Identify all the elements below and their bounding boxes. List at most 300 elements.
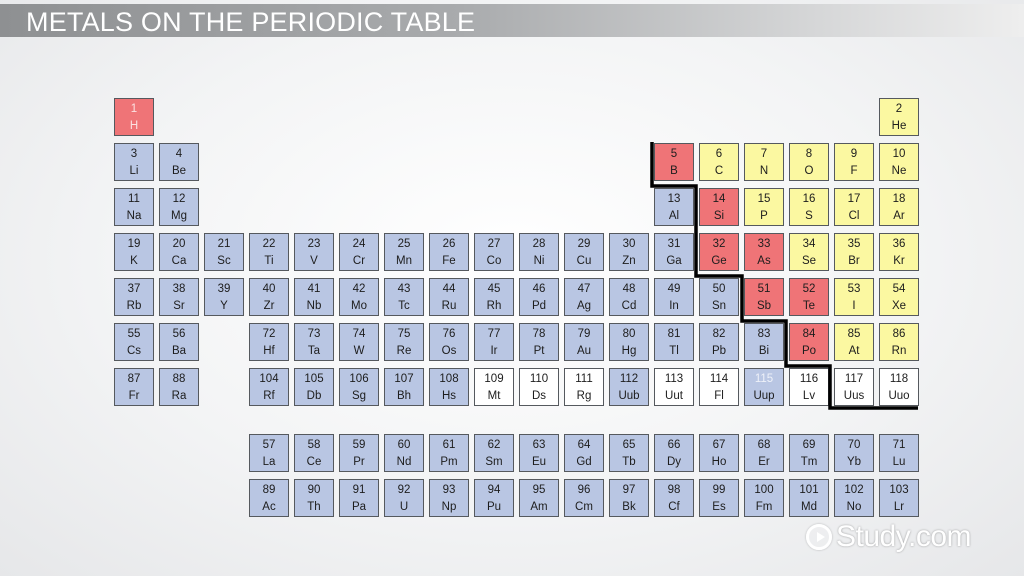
atomic-number: 88 [172, 373, 186, 385]
element-cell-br [834, 233, 874, 271]
element-symbol: F [850, 165, 858, 177]
element-symbol: Ni [533, 255, 545, 267]
atomic-number: 34 [802, 238, 816, 250]
element-symbol: I [852, 300, 856, 312]
atomic-number: 22 [262, 238, 276, 250]
atomic-number: 107 [394, 373, 414, 385]
element-symbol: Mg [171, 210, 187, 222]
element-symbol: Bh [396, 390, 412, 402]
atomic-number: 53 [847, 283, 861, 295]
atomic-number: 113 [664, 373, 684, 385]
atomic-number: 96 [577, 484, 591, 496]
element-symbol: Dy [666, 456, 682, 468]
element-symbol: La [262, 456, 276, 468]
atomic-number: 4 [175, 148, 183, 160]
element-symbol: Cs [126, 345, 142, 357]
element-symbol: Mo [351, 300, 367, 312]
element-cell-cd [609, 278, 649, 316]
element-symbol: V [310, 255, 318, 267]
element-symbol: No [846, 501, 862, 513]
element-cell-dy [654, 434, 694, 472]
atomic-number: 28 [532, 238, 546, 250]
atomic-number: 54 [892, 283, 906, 295]
element-symbol: Cl [848, 210, 860, 222]
element-symbol: Tl [669, 345, 679, 357]
atomic-number: 109 [484, 373, 504, 385]
play-circle-icon [806, 524, 832, 550]
element-symbol: Hg [621, 345, 637, 357]
element-cell-tm [789, 434, 829, 472]
element-symbol: He [891, 120, 907, 132]
element-cell-uut [654, 368, 694, 406]
element-symbol: Uus [843, 390, 865, 402]
atomic-number: 29 [577, 238, 591, 250]
atomic-number: 20 [172, 238, 186, 250]
element-cell-lr [879, 479, 919, 517]
element-cell-cf [654, 479, 694, 517]
atomic-number: 72 [262, 328, 276, 340]
element-symbol: Br [848, 255, 860, 267]
atomic-number: 77 [487, 328, 501, 340]
element-cell-b [654, 143, 694, 181]
element-cell-ir [474, 323, 514, 361]
element-cell-pb [699, 323, 739, 361]
atomic-number: 12 [172, 193, 186, 205]
element-symbol: Pt [533, 345, 545, 357]
atomic-number: 97 [622, 484, 636, 496]
element-symbol: Te [802, 300, 816, 312]
element-symbol: Ru [441, 300, 457, 312]
element-cell-te [789, 278, 829, 316]
atomic-number: 61 [442, 439, 456, 451]
atomic-number: 63 [532, 439, 546, 451]
element-symbol: Fr [128, 390, 140, 402]
atomic-number: 16 [802, 193, 816, 205]
element-symbol: Mn [396, 255, 412, 267]
element-symbol: Cr [352, 255, 366, 267]
atomic-number: 10 [892, 148, 906, 160]
element-symbol: Si [713, 210, 725, 222]
element-cell-mo [339, 278, 379, 316]
element-cell-sb [744, 278, 784, 316]
atomic-number: 105 [304, 373, 324, 385]
element-cell-kr [879, 233, 919, 271]
atomic-number: 85 [847, 328, 861, 340]
element-symbol: In [669, 300, 679, 312]
element-symbol: Tm [800, 456, 818, 468]
atomic-number: 114 [709, 373, 729, 385]
atomic-number: 21 [217, 238, 231, 250]
element-symbol: Lu [892, 456, 906, 468]
element-symbol: Ir [490, 345, 498, 357]
atomic-number: 48 [622, 283, 636, 295]
atomic-number: 35 [847, 238, 861, 250]
atomic-number: 60 [397, 439, 411, 451]
atomic-number: 14 [712, 193, 726, 205]
element-cell-fl [699, 368, 739, 406]
atomic-number: 81 [667, 328, 681, 340]
atomic-number: 76 [442, 328, 456, 340]
element-cell-ac [249, 479, 289, 517]
atomic-number: 86 [892, 328, 906, 340]
element-symbol: Ra [171, 390, 187, 402]
atomic-number: 102 [844, 484, 864, 496]
element-cell-p [744, 188, 784, 226]
element-cell-md [789, 479, 829, 517]
atomic-number: 24 [352, 238, 366, 250]
atomic-number: 75 [397, 328, 411, 340]
element-cell-ba [159, 323, 199, 361]
element-symbol: Ar [893, 210, 905, 222]
atomic-number: 39 [217, 283, 231, 295]
element-symbol: Sg [351, 390, 367, 402]
element-cell-au [564, 323, 604, 361]
element-cell-ra [159, 368, 199, 406]
element-symbol: Yb [846, 456, 862, 468]
element-symbol: Gd [576, 456, 592, 468]
atomic-number: 89 [262, 484, 276, 496]
element-symbol: Sb [756, 300, 772, 312]
element-symbol: Rn [891, 345, 907, 357]
element-symbol: Ce [306, 456, 322, 468]
atomic-number: 50 [712, 283, 726, 295]
element-symbol: Kr [893, 255, 905, 267]
element-cell-rf [249, 368, 289, 406]
element-symbol: Pd [531, 300, 547, 312]
element-cell-re [384, 323, 424, 361]
element-symbol: Uuo [888, 390, 910, 402]
atomic-number: 73 [307, 328, 321, 340]
element-cell-mn [384, 233, 424, 271]
element-symbol: Rf [263, 390, 275, 402]
element-cell-as [744, 233, 784, 271]
element-cell-sm [474, 434, 514, 472]
atomic-number: 9 [850, 148, 858, 160]
element-symbol: Se [801, 255, 817, 267]
atomic-number: 74 [352, 328, 366, 340]
element-cell-sn [699, 278, 739, 316]
atomic-number: 45 [487, 283, 501, 295]
element-symbol: Er [758, 456, 770, 468]
element-cell-th [294, 479, 334, 517]
page-title: METALS ON THE PERIODIC TABLE [26, 7, 476, 37]
atomic-number: 44 [442, 283, 456, 295]
atomic-number: 90 [307, 484, 321, 496]
element-symbol: Ne [891, 165, 907, 177]
element-cell-pm [429, 434, 469, 472]
atomic-number: 17 [847, 193, 861, 205]
element-symbol: Pr [353, 456, 365, 468]
element-cell-ho [699, 434, 739, 472]
element-cell-cl [834, 188, 874, 226]
atomic-number: 106 [349, 373, 369, 385]
atomic-number: 66 [667, 439, 681, 451]
element-symbol: Po [801, 345, 817, 357]
element-symbol: O [804, 165, 814, 177]
atomic-number: 59 [352, 439, 366, 451]
atomic-number: 11 [128, 193, 140, 205]
element-cell-cs [114, 323, 154, 361]
element-symbol: Nd [396, 456, 412, 468]
element-symbol: Sn [711, 300, 727, 312]
atomic-number: 23 [307, 238, 321, 250]
element-cell-be [159, 143, 199, 181]
element-cell-rb [114, 278, 154, 316]
element-symbol: Lr [893, 501, 905, 513]
element-cell-ni [519, 233, 559, 271]
element-cell-db [294, 368, 334, 406]
atomic-number: 101 [799, 484, 819, 496]
atomic-number: 117 [844, 373, 864, 385]
element-symbol: Ge [711, 255, 727, 267]
element-symbol: Ti [264, 255, 274, 267]
atomic-number: 98 [667, 484, 681, 496]
element-symbol: Tb [622, 456, 636, 468]
element-symbol: W [353, 345, 365, 357]
atomic-number: 6 [715, 148, 723, 160]
element-cell-rn [879, 323, 919, 361]
element-cell-rg [564, 368, 604, 406]
atomic-number: 46 [532, 283, 546, 295]
atomic-number: 115 [754, 373, 774, 385]
element-symbol: Cm [575, 501, 593, 513]
logo-text: Study.com [836, 520, 971, 553]
element-symbol: Fl [714, 390, 724, 402]
element-symbol: Os [441, 345, 457, 357]
element-cell-al [654, 188, 694, 226]
atomic-number: 13 [667, 193, 681, 205]
element-cell-nb [294, 278, 334, 316]
element-cell-fr [114, 368, 154, 406]
atomic-number: 68 [757, 439, 771, 451]
element-cell-w [339, 323, 379, 361]
element-cell-nd [384, 434, 424, 472]
atomic-number: 94 [487, 484, 501, 496]
element-cell-he [879, 98, 919, 136]
element-cell-po [789, 323, 829, 361]
element-cell-gd [564, 434, 604, 472]
element-cell-ag [564, 278, 604, 316]
element-cell-ta [294, 323, 334, 361]
element-cell-uus [834, 368, 874, 406]
element-cell-hf [249, 323, 289, 361]
element-cell-rh [474, 278, 514, 316]
element-cell-y [204, 278, 244, 316]
element-cell-er [744, 434, 784, 472]
atomic-number: 8 [805, 148, 813, 160]
atomic-number: 84 [802, 328, 816, 340]
element-symbol: Hf [263, 345, 275, 357]
element-symbol: S [805, 210, 813, 222]
atomic-number: 33 [757, 238, 771, 250]
element-cell-ar [879, 188, 919, 226]
atomic-number: 31 [667, 238, 681, 250]
element-symbol: Cu [576, 255, 592, 267]
element-symbol: Y [220, 300, 228, 312]
element-cell-zr [249, 278, 289, 316]
atomic-number: 69 [802, 439, 816, 451]
element-symbol: Fe [442, 255, 456, 267]
element-cell-pd [519, 278, 559, 316]
element-cell-os [429, 323, 469, 361]
element-symbol: Rh [486, 300, 502, 312]
element-cell-uub [609, 368, 649, 406]
element-cell-u [384, 479, 424, 517]
element-symbol: Ac [262, 501, 276, 513]
element-cell-tc [384, 278, 424, 316]
atomic-number: 58 [307, 439, 321, 451]
element-cell-am [519, 479, 559, 517]
element-symbol: Rg [576, 390, 592, 402]
element-symbol: Be [171, 165, 187, 177]
atomic-number: 38 [172, 283, 186, 295]
element-cell-fm [744, 479, 784, 517]
atomic-number: 2 [895, 103, 903, 115]
atomic-number: 7 [760, 148, 768, 160]
element-symbol: Au [576, 345, 592, 357]
element-symbol: Tc [398, 300, 410, 312]
atomic-number: 111 [575, 373, 593, 385]
element-cell-cu [564, 233, 604, 271]
element-cell-sg [339, 368, 379, 406]
atomic-number: 99 [712, 484, 726, 496]
element-cell-lu [879, 434, 919, 472]
atomic-number: 51 [757, 283, 771, 295]
element-cell-pt [519, 323, 559, 361]
atomic-number: 40 [262, 283, 276, 295]
element-symbol: N [759, 165, 769, 177]
element-cell-lv [789, 368, 829, 406]
element-cell-bi [744, 323, 784, 361]
element-cell-uup [744, 368, 784, 406]
element-symbol: Pm [440, 456, 458, 468]
atomic-number: 19 [127, 238, 141, 250]
element-symbol: Np [441, 501, 457, 513]
atomic-number: 5 [670, 148, 678, 160]
element-symbol: At [848, 345, 860, 357]
element-symbol: Uub [618, 390, 640, 402]
element-symbol: Ga [666, 255, 682, 267]
atomic-number: 15 [757, 193, 771, 205]
element-cell-yb [834, 434, 874, 472]
element-cell-ce [294, 434, 334, 472]
atomic-number: 83 [757, 328, 771, 340]
atomic-number: 47 [577, 283, 591, 295]
atomic-number: 110 [529, 373, 549, 385]
element-cell-se [789, 233, 829, 271]
element-symbol: Na [126, 210, 142, 222]
element-cell-li [114, 143, 154, 181]
atomic-number: 70 [847, 439, 861, 451]
element-cell-ge [699, 233, 739, 271]
element-cell-sc [204, 233, 244, 271]
atomic-number: 3 [130, 148, 138, 160]
atomic-number: 49 [667, 283, 681, 295]
atomic-number: 112 [619, 373, 639, 385]
element-symbol: Zn [622, 255, 636, 267]
element-cell-at [834, 323, 874, 361]
atomic-number: 80 [622, 328, 636, 340]
element-cell-uuo [879, 368, 919, 406]
atomic-number: 65 [622, 439, 636, 451]
element-symbol: Lv [802, 390, 816, 402]
element-symbol: Th [307, 501, 321, 513]
element-cell-bh [384, 368, 424, 406]
atomic-number: 95 [532, 484, 546, 496]
element-cell-co [474, 233, 514, 271]
element-cell-pu [474, 479, 514, 517]
element-symbol: Al [668, 210, 680, 222]
element-cell-hs [429, 368, 469, 406]
element-cell-zn [609, 233, 649, 271]
element-cell-bk [609, 479, 649, 517]
element-symbol: Cf [668, 501, 680, 513]
element-cell-na [114, 188, 154, 226]
element-symbol: Pu [486, 501, 502, 513]
element-symbol: Sm [485, 456, 503, 468]
element-cell-v [294, 233, 334, 271]
element-symbol: Db [306, 390, 322, 402]
element-symbol: Bi [758, 345, 770, 357]
element-symbol: Pa [351, 501, 367, 513]
element-symbol: Ds [531, 390, 547, 402]
element-cell-mg [159, 188, 199, 226]
element-symbol: U [399, 501, 409, 513]
element-cell-tl [654, 323, 694, 361]
atomic-number: 93 [442, 484, 456, 496]
atomic-number: 103 [889, 484, 909, 496]
element-cell-tb [609, 434, 649, 472]
atomic-number: 42 [352, 283, 366, 295]
atomic-number: 62 [487, 439, 501, 451]
element-symbol: Cd [621, 300, 637, 312]
element-cell-f [834, 143, 874, 181]
element-symbol: Bk [622, 501, 636, 513]
element-symbol: Ta [307, 345, 321, 357]
element-symbol: Eu [531, 456, 547, 468]
element-cell-eu [519, 434, 559, 472]
atomic-number: 92 [397, 484, 411, 496]
element-symbol: Sr [173, 300, 185, 312]
element-symbol: Mt [487, 390, 501, 402]
element-symbol: Ba [171, 345, 187, 357]
atomic-number: 1 [130, 103, 138, 115]
atomic-number: 71 [892, 439, 906, 451]
element-cell-o [789, 143, 829, 181]
element-symbol: Am [530, 501, 548, 513]
element-cell-xe [879, 278, 919, 316]
atomic-number: 108 [439, 373, 459, 385]
element-cell-k [114, 233, 154, 271]
element-cell-ru [429, 278, 469, 316]
element-cell-la [249, 434, 289, 472]
atomic-number: 56 [172, 328, 186, 340]
atomic-number: 25 [397, 238, 411, 250]
element-cell-sr [159, 278, 199, 316]
atomic-number: 41 [307, 283, 321, 295]
element-symbol: Li [129, 165, 139, 177]
element-symbol: Uut [665, 390, 683, 402]
element-cell-ti [249, 233, 289, 271]
atomic-number: 64 [577, 439, 591, 451]
atomic-number: 27 [487, 238, 501, 250]
atomic-number: 78 [532, 328, 546, 340]
element-cell-ca [159, 233, 199, 271]
atomic-number: 116 [799, 373, 819, 385]
atomic-number: 26 [442, 238, 456, 250]
element-symbol: Nb [306, 300, 322, 312]
element-cell-s [789, 188, 829, 226]
